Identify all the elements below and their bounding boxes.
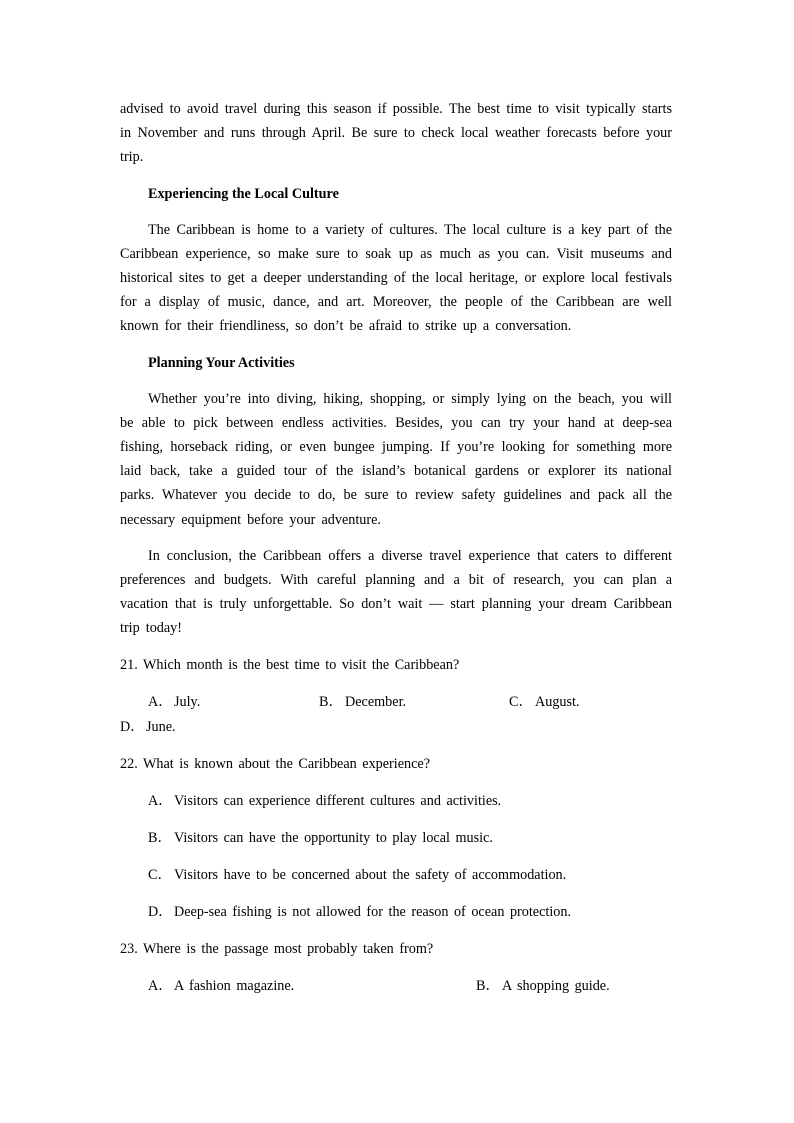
option-letter: A． [148,792,173,809]
section-heading-activities: Planning Your Activities [148,354,295,371]
option-text: June. [146,718,176,735]
question-22-option-d[interactable] [148,900,571,925]
document-page [120,97,672,999]
option-text: Deep-sea fishing is not allowed for the reason of ocean protection. [174,903,572,920]
option-text: Visitors have to be concerned about the safety of accommodation. [174,866,567,883]
question-21-options-row [120,690,672,715]
option-letter: C． [509,693,533,710]
question-22-options-row-d [120,900,672,925]
question-21-stem: 21. Which month is the best time to visit the Caribbean? [120,656,460,673]
option-text: A shopping guide. [502,977,610,994]
section-body-activities: Whether you’re into diving, hiking, shopping, or simply lying on the beach, you will be able to pick between endless activities. Besides, you can try your hand at deep-sea fishing, horseback riding, or even bungee jumping. If you’re looking for something more laid back, take a guided tour of the island’s botanical gardens or explorer its national parks. Whatever you decide to do, be sure to review safety guidelines and pack all the necessary equipment before your adventure. [120,390,672,528]
section-heading-culture: Experiencing the Local Culture [148,185,339,202]
question-21-option-a[interactable] [148,690,200,715]
passage-intro-tail: advised to avoid travel during this season if possible. The best time to visit typically starts in November and runs through April. Be sure to check local weather forecasts before your trip. [120,101,672,166]
option-text: A fashion magazine. [174,977,295,994]
question-23-option-b[interactable] [476,974,610,999]
question-22-options-row-c [120,863,672,888]
option-letter: B． [319,693,343,710]
option-letter: C． [148,866,172,883]
question-23-stem: 23. Where is the passage most probably taken from? [120,940,434,957]
question-22-option-b[interactable] [148,826,493,851]
option-letter: B． [148,829,172,846]
option-letter: D． [120,718,145,735]
question-23-options-row [120,974,672,999]
option-text: July. [174,693,201,710]
option-text: Visitors can experience different cultures and activities. [174,792,502,809]
question-22-stem: 22. What is known about the Caribbean experience? [120,755,430,772]
option-text: Visitors can have the opportunity to play local music. [174,829,493,846]
question-21-option-b[interactable] [319,690,406,715]
option-letter: B． [476,977,500,994]
question-23-option-a[interactable] [148,974,294,999]
section-body-culture: The Caribbean is home to a variety of cultures. The local culture is a key part of the Caribbean experience, so make sure to soak up as much as you can. Visit museums and historical sites to get a deeper understanding of the local heritage, or explore local festivals for a display of music, dance, and art. Moreover, the people of the Caribbean are well known for their friendliness, so don’t be afraid to strike up a conversation. [120,221,672,335]
question-21-option-c[interactable] [509,690,580,715]
option-letter: A． [148,977,173,994]
option-letter: A． [148,693,173,710]
question-22-options-row-a [120,789,672,814]
option-letter: D． [148,903,173,920]
passage-conclusion: In conclusion, the Caribbean offers a diverse travel experience that caters to different preferences and budgets. With careful planning and a bit of research, you can plan a vacation that is truly unforgettable. So don’t wait — start planning your dream Caribbean trip today! [120,547,672,637]
question-22-option-a[interactable] [148,789,501,814]
question-22-option-c[interactable] [148,863,566,888]
question-22-options-row-b [120,826,672,851]
question-21-options-row-2 [120,715,672,740]
question-21-option-d[interactable] [120,715,176,740]
option-text: December. [345,693,407,710]
option-text: August. [535,693,580,710]
